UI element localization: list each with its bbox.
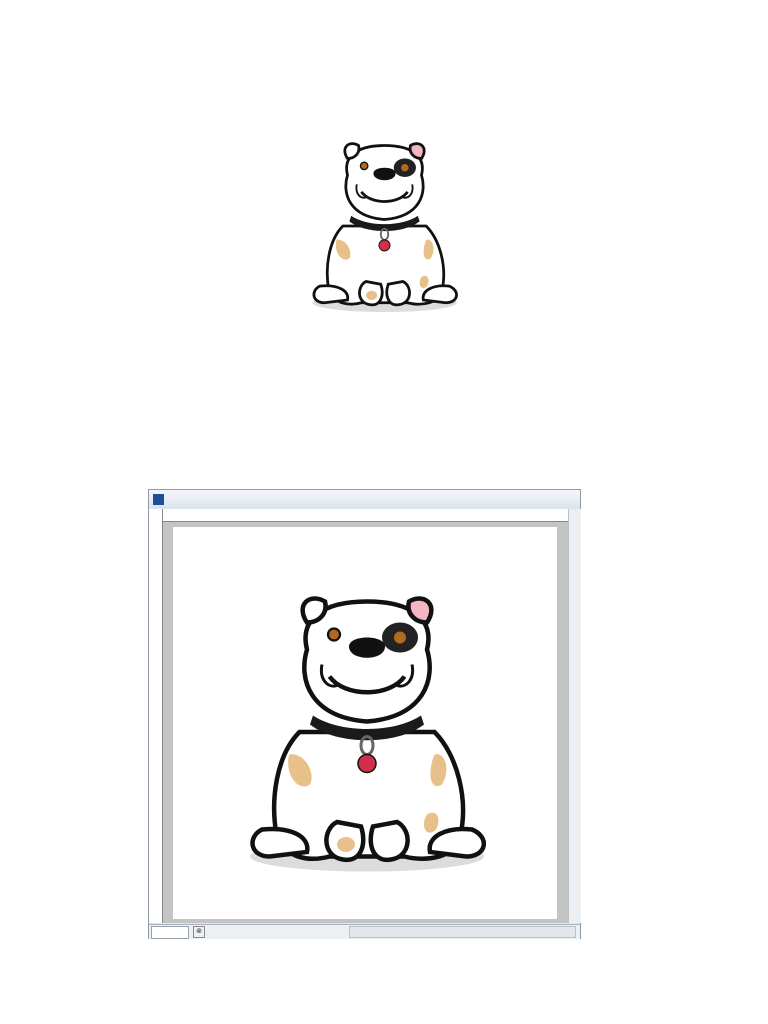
canvas-pasteboard[interactable] bbox=[163, 522, 568, 923]
bulldog-illustration bbox=[292, 128, 477, 324]
window-titlebar[interactable] bbox=[149, 490, 580, 508]
ruler-horizontal[interactable] bbox=[163, 509, 568, 522]
status-bar bbox=[149, 924, 580, 939]
ruler-vertical[interactable] bbox=[149, 521, 163, 923]
photoshop-app-icon bbox=[153, 494, 164, 505]
bulldog-illustration-large[interactable] bbox=[217, 587, 517, 877]
photoshop-document-window[interactable] bbox=[148, 489, 581, 939]
document-canvas[interactable] bbox=[173, 527, 557, 919]
zoom-level-field[interactable] bbox=[151, 926, 189, 939]
status-info-icon[interactable]: ⊚ bbox=[193, 926, 205, 938]
horizontal-scrollbar[interactable] bbox=[349, 926, 576, 938]
vertical-scrollbar[interactable] bbox=[568, 509, 581, 923]
